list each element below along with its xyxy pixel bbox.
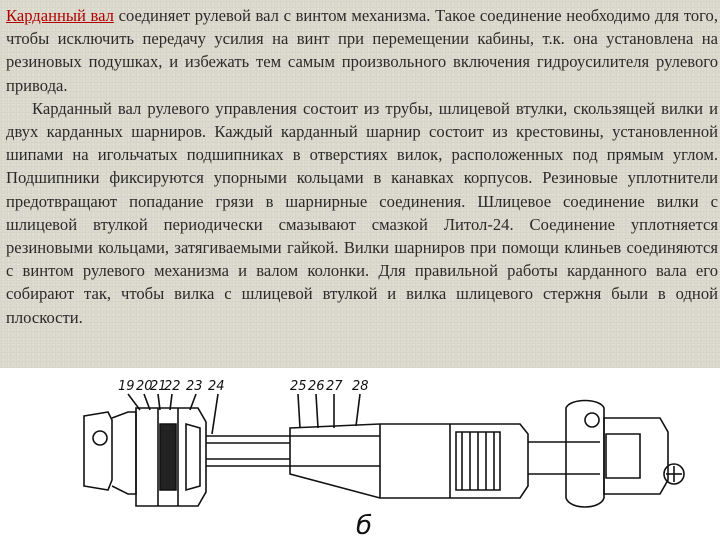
paragraph-1 (6, 4, 718, 97)
term-link[interactable]: Карданный вал (6, 6, 114, 25)
callout-21: 21 (150, 379, 167, 394)
callout-25: 25 (290, 379, 307, 394)
callout-20: 20 (136, 379, 153, 394)
callout-22: 22 (164, 379, 181, 394)
left-fork-end (84, 412, 112, 490)
callout-28: 28 (352, 379, 369, 394)
cardan-shaft-svg (0, 368, 720, 540)
left-cross-spider (160, 424, 176, 490)
callout-24: 24 (208, 379, 225, 394)
callout-19: 19 (118, 379, 135, 394)
callout-labels (118, 379, 369, 394)
callout-23: 23 (186, 379, 203, 394)
splined-sleeve (290, 424, 528, 498)
right-joint-body (604, 418, 668, 494)
callout-27: 27 (326, 379, 343, 394)
figure-letter: б (356, 511, 373, 540)
body-text (6, 4, 718, 329)
left-fork-hole (93, 431, 107, 445)
cardan-shaft-drawing (0, 368, 720, 540)
callout-26: 26 (308, 379, 325, 394)
paragraph-1-text: соединяет рулевой вал с винтом механизма. Такое соединение необходимо для того, чтобы исключить передачу усилия на винт при перемещении кабины, т.к. она установлена на резиновых подушках, и избежать тем самым произвольного включения гидроусилителя рулевого привода. (6, 6, 718, 95)
paragraph-2: Карданный вал рулевого управления состоит из трубы, шлицевой втулки, скользящей вилки и двух карданных шарниров. Каждый карданный шарнир состоит из крестовины, установленной шипами на игольчатых подшипниках в отверстиях вилок, расположенных под прямым углом. Подшипники фиксируются упорными кольцами в канавках корпусов. Резиновые уплотнители предотвращают попадание грязи в шарнирные соединения. Шлицевое соединение вилки с шлицевой втулкой периодически смазывают смазкой Литол-24. Соединение уплотняется резиновыми кольцами, затягиваемыми гайкой. Вилки шарниров при помощи клиньев соединяются с винтом рулевого механизма и валом колонки. Для правильной работы карданного вала его собирают так, чтобы вилка с шлицевой втулкой и вилка шлицевого стержня были в одной плоскости. (6, 98, 718, 327)
